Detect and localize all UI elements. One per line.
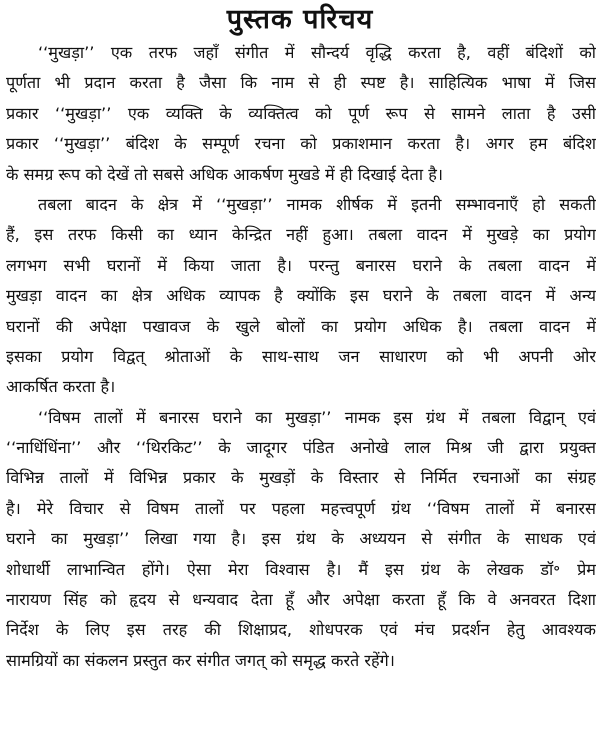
text-line: लगभग सभी घरानों में किया जाता है। परन्तु बनारस घराने के तबला वादन में — [6, 255, 596, 275]
text-line: ‘‘नाधिंधिंना’’ और ‘‘थिरकिट’’ के जादूगर पंडित अनोखे लाल मिश्र जी द्वारा प्रयुक्त — [6, 438, 596, 458]
paragraph-2 — [6, 190, 596, 403]
page-body — [6, 38, 596, 676]
text-line: पूर्णता भी प्रदान करता है जैसा कि नाम से ही स्पष्ट है। साहित्यिक भाषा में जिस — [6, 73, 596, 93]
text-line: सामग्रियों का संकलन प्रस्तुत कर संगीत जगत् को समृद्ध करते रहेंगे। — [6, 650, 395, 670]
page-title: पुस्तक परिचय — [226, 4, 374, 35]
text-line: निर्देश के लिए इस तरह की शिक्षाप्रद, शोधपरक एवं मंच प्रदर्शन हेतु आवश्यक — [6, 620, 596, 640]
text-line: मुखड़ा वादन का क्षेत्र अधिक व्यापक है क्योंकि इस घराने के तबला वादन में अन्य — [6, 286, 596, 306]
text-line: घराने का मुखड़ा’’ लिखा गया है। इस ग्रंथ के अध्ययन से संगीत के साधक एवं — [6, 529, 596, 549]
text-line: घरानों की अपेक्षा पखावज के खुले बोलों का प्रयोग अधिक है। तबला वादन में — [6, 316, 596, 336]
text-line: ‘‘मुखड़ा’’ एक तरफ जहाँ संगीत में सौन्दर्य वृद्धि करता है, वहीं बंदिशों को — [38, 43, 596, 62]
text-line: हैं, इस तरफ किसी का ध्यान केन्द्रित नहीं हुआ। तबला वादन में मुखड़े का प्रयोग — [6, 225, 596, 245]
text-line: प्रकार ‘‘मुखड़ा’’ बंदिश के सम्पूर्ण रचना को प्रकाशमान करता है। अगर हम बंदिश — [6, 134, 596, 154]
paragraph-1 — [6, 38, 596, 190]
text-line: इसका प्रयोग विद्वत् श्रोताओं के साथ-साथ जन साधारण को भी अपनी ओर — [6, 346, 596, 366]
text-line: तबला बादन के क्षेत्र में ‘‘मुखड़ा’’ नामक शीर्षक में इतनी सम्भावनाएँ हो सकती — [38, 194, 596, 214]
text-line: ‘‘विषम तालों में बनारस घराने का मुखड़ा’’ नामक इस ग्रंथ में तबला विद्वान् एवं — [38, 407, 596, 427]
text-line: नारायण सिंह को हृदय से धन्यवाद देता हूँ और अपेक्षा करता हूँ कि वे अनवरत दिशा — [6, 590, 596, 610]
text-line: विभिन्न तालों में विभिन्न प्रकार के मुखड़ों के विस्तार से निर्मित रचनाओं का संग्रह — [6, 468, 596, 488]
text-line: है। मेरे विचार से विषम तालों पर पहला महत्त्वपूर्ण ग्रंथ ‘‘विषम तालों में बनारस — [6, 498, 596, 518]
text-line: के समग्र रूप को देखें तो सबसे अधिक आकर्षण मुखडे में ही दिखाई देता है। — [6, 164, 443, 184]
text-line: शोधार्थी लाभान्वित होंगे। ऐसा मेरा विश्वास है। मैं इस ग्रंथ के लेखक डॉ॰ प्रेम — [6, 559, 596, 579]
text-line: आकर्षित करता है। — [6, 377, 116, 397]
paragraph-3 — [6, 403, 596, 677]
text-line: प्रकार ‘‘मुखड़ा’’ एक व्यक्ति के व्यक्तित्व को पूर्ण रूप से सामने लाता है उसी — [6, 103, 596, 123]
